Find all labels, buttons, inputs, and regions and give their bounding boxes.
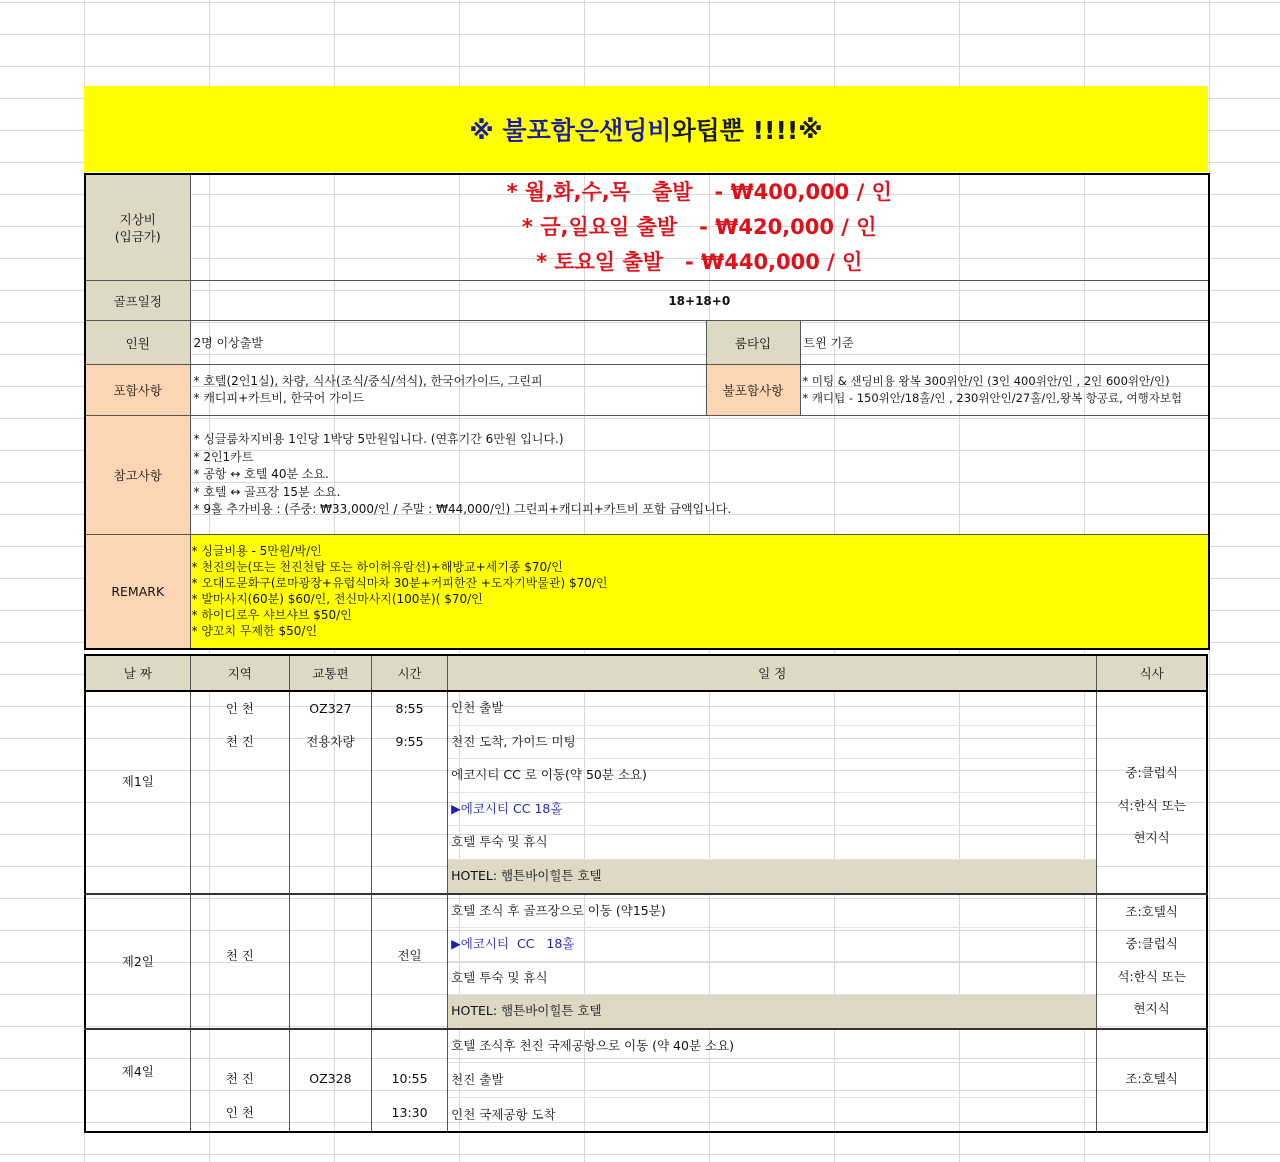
region-cell <box>190 1029 289 1132</box>
day-row <box>85 691 1207 894</box>
itinerary-cell <box>448 894 1097 1029</box>
tour-info-table <box>84 173 1210 650</box>
notes-line: * 9홀 추가비용 : (주중: ₩33,000/인 / 주말 : ₩44,000/인) 그린피+캐디피+카트비 포함 금액입니다. <box>193 502 732 517</box>
region: 천 진 <box>225 733 254 749</box>
banner-suffix: ※ <box>798 114 823 144</box>
banner-middle: 와 <box>671 116 696 145</box>
day-row <box>85 1029 1207 1132</box>
notes-line: * 공항 ↔ 호텔 40분 소요. <box>193 467 329 482</box>
include-cell <box>190 365 706 416</box>
price-line: * 월,화,수,목 출발 - ₩400,000 / 인 <box>506 180 892 204</box>
itinerary-item: 에코시티 CC 로 이동(약 50분 소요) <box>448 759 1096 793</box>
itinerary-item: 인천 출발 <box>448 692 1096 726</box>
exclude-line: * 캐디팁 - 150위안/18홀/인 , 230위안인/27홀/인,왕복 항공료, 여행자보험 <box>802 391 1183 405</box>
remark-line: * 양꼬치 무제한 $50/인 <box>191 624 318 639</box>
time: 8:55 <box>395 701 424 716</box>
header-meal: 식사 <box>1097 655 1207 691</box>
time-cell <box>372 1029 448 1132</box>
header-date: 날 짜 <box>85 655 190 691</box>
price-line: * 토요일 출발 - ₩440,000 / 인 <box>536 250 863 274</box>
notes-label: 참고사항 <box>85 416 190 535</box>
price-line: * 금,일요일 출발 - ₩420,000 / 인 <box>521 215 877 239</box>
banner-tip: 팁뿐 !!!! <box>695 116 799 145</box>
notice-banner <box>84 86 1208 172</box>
meal: 석:한식 또는 <box>1117 797 1186 813</box>
notes-line: * 2인1카트 <box>193 449 254 464</box>
price-label: 지상비 (입금가) <box>85 174 190 281</box>
itinerary-table <box>84 654 1208 1133</box>
banner-highlight: 샌딩비 <box>599 116 672 145</box>
region: 인 천 <box>225 1104 254 1120</box>
notes-line: * 호텔 ↔ 골프장 15분 소요. <box>193 484 341 499</box>
remark-label: REMARK <box>85 535 190 649</box>
remark-line: * 싱글비용 - 5만원/박/인 <box>191 544 322 559</box>
room-value: 트윈 기준 <box>800 321 1209 365</box>
include-label: 포함사항 <box>85 365 190 416</box>
itinerary-item: 호텔 투숙 및 휴식 <box>448 962 1096 996</box>
meal: 중:클럽식 <box>1125 765 1178 780</box>
region-cell <box>190 691 289 894</box>
transport-cell <box>289 1029 371 1132</box>
itinerary-item: 호텔 투숙 및 휴식 <box>448 826 1096 860</box>
time: 전일 <box>372 894 448 1029</box>
meal: 조:호텔식 <box>1097 1029 1207 1132</box>
notes-line: * 싱글룸차지비용 1인당 1박당 5만원입니다. (연휴기간 6만원 입니다.) <box>193 432 564 447</box>
meal-cell <box>1097 894 1207 1029</box>
itinerary-item: 인천 국제공항 도착 <box>451 1106 556 1122</box>
meal: 조:호텔식 <box>1125 903 1178 919</box>
exclude-cell <box>800 365 1209 416</box>
meal: 중:클럽식 <box>1125 936 1178 952</box>
golf-value: 18+18+0 <box>190 281 1209 321</box>
banner-prefix: ※ 불포함은 <box>469 116 600 145</box>
day-label: 제2일 <box>85 894 190 1029</box>
header-transport: 교통편 <box>289 655 371 691</box>
region: 천 진 <box>190 894 289 1029</box>
remark-line: * 오대도문화구(로마광장+유럽식마차 30분+커피한잔 +도자기박물관) $70/인 <box>191 576 608 591</box>
remark-line: * 하이디로우 샤브샤브 $50/인 <box>191 608 352 623</box>
hotel-item: HOTEL: 햄튼바이힐튼 호텔 <box>448 860 1096 893</box>
day-row <box>85 894 1207 1029</box>
hotel-item: HOTEL: 햄튼바이힐튼 호텔 <box>448 995 1096 1028</box>
time-cell <box>372 691 448 894</box>
itinerary-item: 천진 출발 <box>448 1063 1096 1098</box>
remark-line: * 발마사지(60분) $60/인, 전신마사지(100분)( $70/인 <box>191 592 483 607</box>
exclude-line: * 미팅 & 샌딩비용 왕복 300위안/인 (3인 400위안/인 , 2인 600위안/인) <box>802 373 1170 388</box>
price-cell <box>190 174 1209 281</box>
time: 10:55 <box>391 1070 428 1086</box>
itinerary-item: 호텔 조식 후 골프장으로 이동 (약15분) <box>448 895 1096 929</box>
region: 인 천 <box>225 701 254 716</box>
meal: 현지식 <box>1133 830 1170 846</box>
notes-cell <box>190 416 1209 535</box>
room-label: 룸타입 <box>706 321 800 365</box>
transport: OZ327 <box>309 701 352 716</box>
day-label: 제4일 <box>85 1029 190 1132</box>
header-time: 시간 <box>372 655 448 691</box>
remark-cell <box>190 535 1209 649</box>
meal: 석:한식 또는 <box>1117 968 1186 984</box>
meal-cell <box>1097 691 1207 894</box>
include-line: * 호텔(2인1실), 차량, 식사(조식/중식/석식), 한국어가이드, 그린피 <box>193 373 543 388</box>
itinerary-item: 천진 도착, 가이드 미팅 <box>448 726 1096 760</box>
transport-cell <box>289 894 371 1029</box>
transport: OZ328 <box>309 1070 352 1086</box>
itinerary-cell <box>448 1029 1097 1132</box>
transport-cell <box>289 691 371 894</box>
meal: 현지식 <box>1133 1001 1170 1017</box>
golf-label: 골프일정 <box>85 281 190 321</box>
exclude-label: 불포함사항 <box>706 365 800 416</box>
include-line: * 캐디피+카트비, 한국어 가이드 <box>193 391 364 405</box>
region: 천 진 <box>225 1070 254 1086</box>
transport: 전용차량 <box>306 733 355 749</box>
time: 13:30 <box>391 1104 428 1120</box>
people-label: 인원 <box>85 321 190 365</box>
itinerary-cell <box>448 691 1097 894</box>
itinerary-item: 호텔 조식후 천진 국제공항으로 이동 (약 40분 소요) <box>448 1030 1096 1063</box>
header-itinerary: 일 정 <box>448 655 1097 691</box>
golf-course-item: ▶에코시티 CC 18홀 <box>448 928 1096 962</box>
remark-line: * 천진의눈(또는 천진천탑 또는 하이허유람선)+해방교+세기종 $70/인 <box>191 560 563 575</box>
header-region: 지역 <box>190 655 289 691</box>
day-label: 제1일 <box>85 691 190 894</box>
people-value: 2명 이상출발 <box>190 321 706 365</box>
time: 9:55 <box>395 733 424 749</box>
golf-course-item: ▶에코시티 CC 18홀 <box>448 793 1096 827</box>
